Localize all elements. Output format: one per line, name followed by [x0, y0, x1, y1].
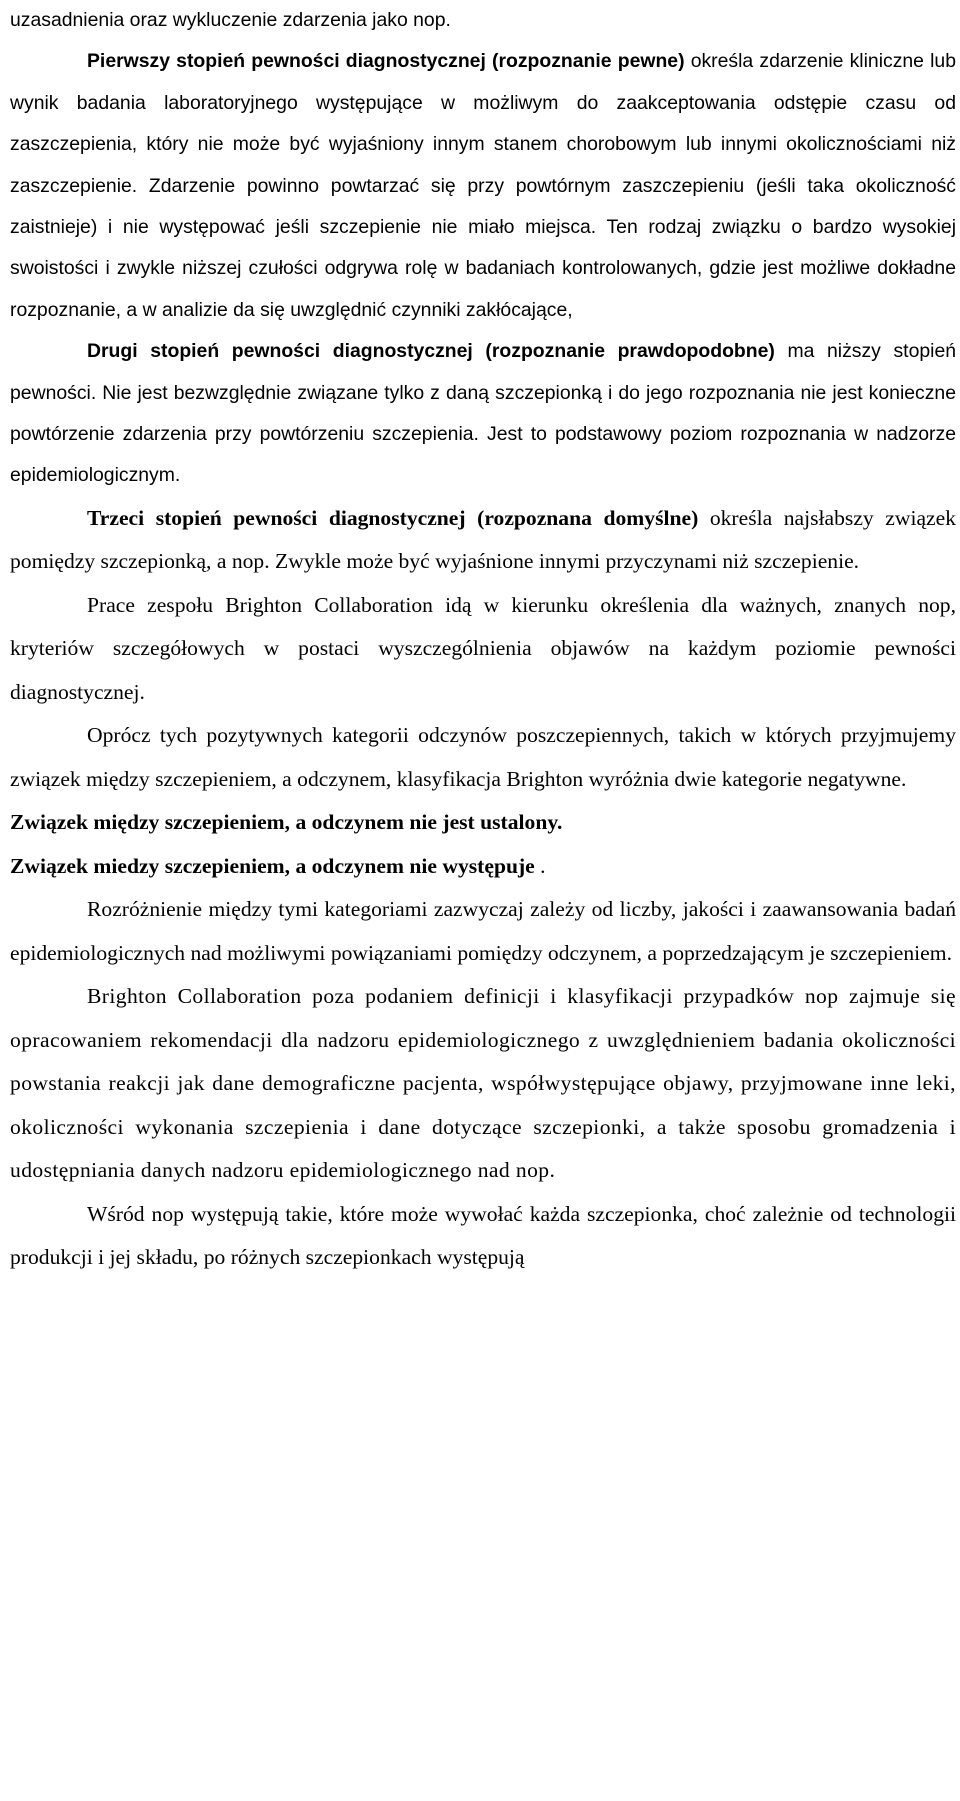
document-page	[10, 0, 956, 1280]
first-degree-heading: Pierwszy stopień pewności diagnostycznej (rozpoznanie pewne)	[87, 50, 685, 73]
paragraph-third-degree	[10, 497, 956, 584]
paragraph-distinction: Rozróżnienie między tymi kategoriami zazwyczaj zależy od liczby, jakości i zaawansowania badań epidemiologicznych nad możliwymi powiązaniami pomiędzy odczynem, a poprzedzającym je szczepieniem.	[10, 897, 956, 965]
category-absent	[10, 845, 956, 889]
third-degree-heading: Trzeci stopień pewności diagnostycznej (rozpoznana domyślne)	[87, 505, 699, 530]
second-degree-text: ma niższy stopień pewności. Nie jest bezwzględnie związane tylko z daną szczepionką i do jego rozpoznania nie jest konieczne powtórzenie zdarzenia przy powtórzeniu szczepienia. Jest to podstawowy poziom rozpoznania w nadzorze epidemiologicznym.	[10, 340, 957, 487]
paragraph-common-reactions: Wśród nop występują takie, które może wywołać każda szczepionka, choć zależnie od technologii produkcji i jej składu, po różnych szczepionkach występują	[10, 1201, 956, 1270]
paragraph-negative-categories: Oprócz tych pozytywnych kategorii odczynów poszczepiennych, takich w których przyjmujemy związek między szczepieniem, a odczynem, klasyfikacja Brighton wyróżnia dwie kategorie negatywne.	[10, 723, 956, 791]
category-absent-text: Związek miedzy szczepieniem, a odczynem nie występuje	[10, 853, 535, 878]
second-degree-heading: Drugi stopień pewności diagnostycznej (rozpoznanie prawdopodobne)	[87, 340, 775, 363]
paragraph-intro: uzasadnienia oraz wykluczenie zdarzenia jako nop.	[10, 9, 451, 31]
paragraph-brighton-surveillance: Brighton Collaboration poza podaniem definicji i klasyfikacji przypadków nop zajmuje się opracowaniem rekomendacji dla nadzoru epidemiologicznego z uwzględnieniem badania okoliczności powstania reakcji jak dane demograficzne pacjenta, współwystępujące objawy, przyjmowane inne leki, okoliczności wykonania szczepienia i dane dotyczące szczepionki, a także sposobu gromadzenia i udostępniania danych nadzoru epidemiologicznego nad nop.	[10, 984, 956, 1183]
first-degree-text: określa zdarzenie kliniczne lub wynik badania laboratoryjnego występujące w możliwym do zaakceptowania odstępie czasu od zaszczepienia, który nie może być wyjaśniony innym stanem chorobowym lub innymi okolicznościami niż zaszczepienie. Zdarzenie powinno powtarzać się przy powtórnym zaszczepieniu (jeśli taka okoliczność zaistnieje) i nie występować jeśli szczepienie nie miało miejsca. Ten rodzaj związku o bardzo wysokiej swoistości i zwykle niższej czułości odgrywa rolę w badaniach kontrolowanych, gdzie jest możliwe dokładne rozpoznanie, a w analizie da się uwzględnić czynniki zakłócające,	[10, 50, 957, 321]
paragraph-second-degree	[10, 331, 956, 497]
paragraph-brighton-work: Prace zespołu Brighton Collaboration idą w kierunku określenia dla ważnych, znanych nop, kryteriów szczegółowych w postaci wyszczególnienia objawów na każdym poziomie pewności diagnostycznej.	[10, 592, 956, 704]
third-degree-text: określa najsłabszy związek pomiędzy szczepionką, a nop. Zwykle może być wyjaśnione innymi przyczynami niż szczepienie.	[10, 505, 957, 574]
paragraph-first-degree	[10, 41, 956, 331]
category-absent-end: .	[534, 853, 546, 878]
category-not-established: Związek między szczepieniem, a odczynem nie jest ustalony.	[10, 810, 563, 835]
